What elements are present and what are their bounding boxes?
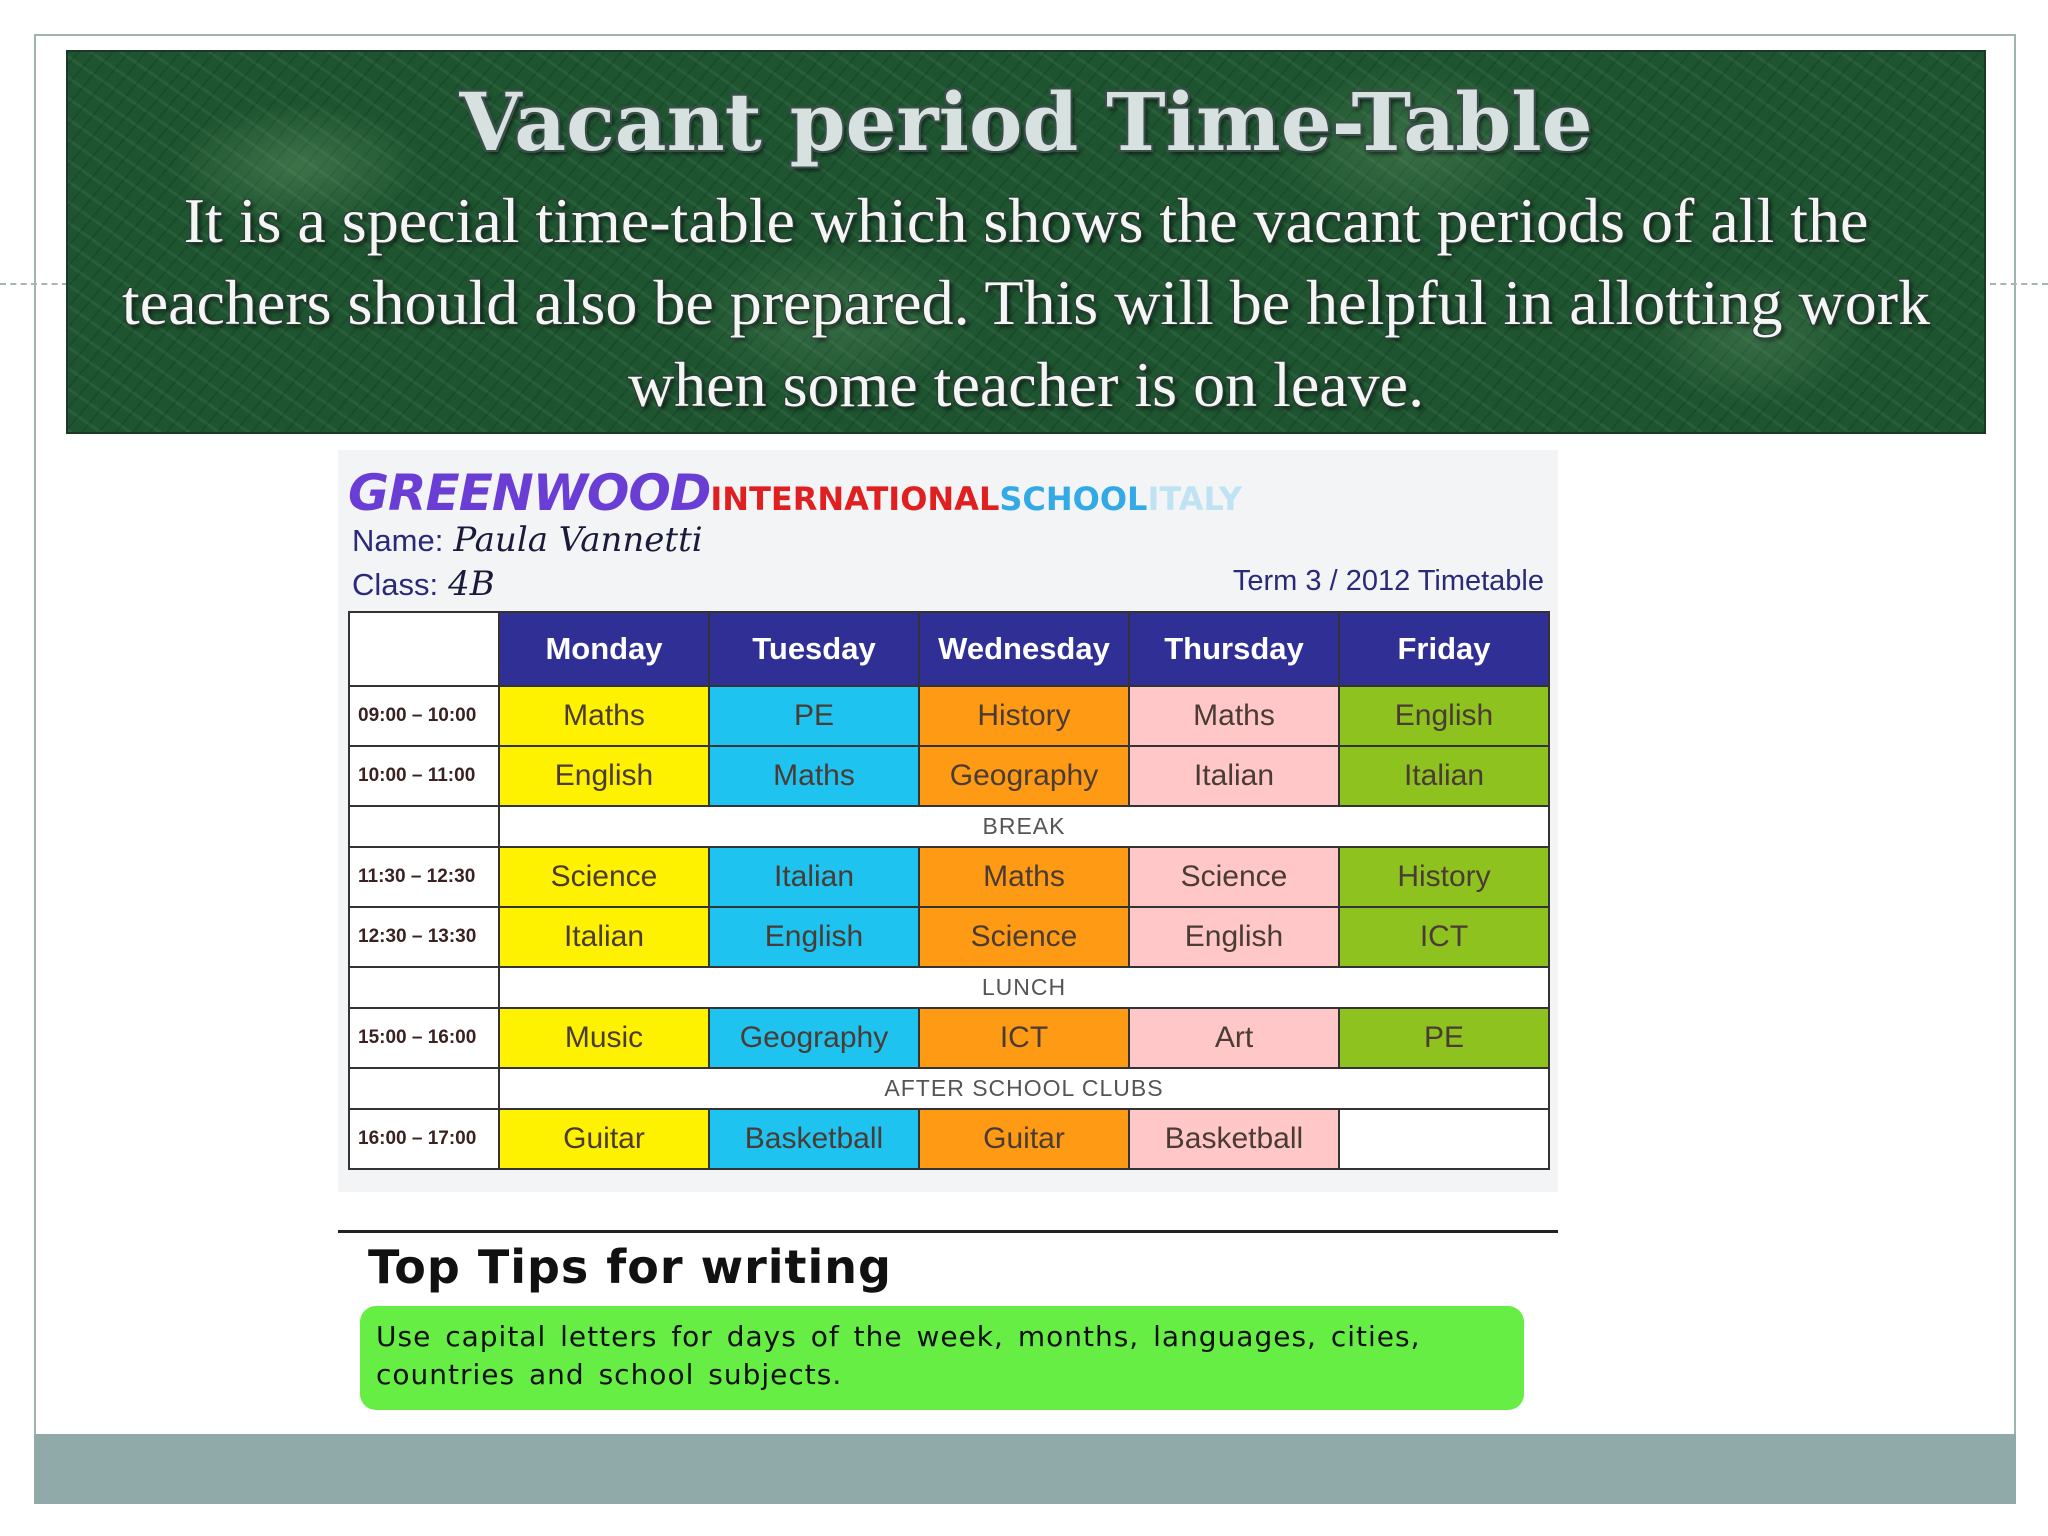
lesson-cell: Italian (1129, 746, 1339, 806)
lesson-cell: Guitar (499, 1109, 709, 1169)
lesson-cell: History (1339, 847, 1549, 907)
day-header: Friday (1339, 612, 1549, 686)
name-value: Paula Vannetti (453, 520, 703, 560)
time-slot: 16:00 – 17:00 (349, 1109, 499, 1169)
lesson-cell: Geography (919, 746, 1129, 806)
divider-left (0, 283, 68, 285)
lesson-cell: Geography (709, 1008, 919, 1068)
separator-row (349, 806, 1549, 847)
lesson-cell: PE (1339, 1008, 1549, 1068)
lesson-cell: English (709, 907, 919, 967)
lesson-cell: PE (709, 686, 919, 746)
lesson-cell: Art (1129, 1008, 1339, 1068)
lesson-cell: Science (499, 847, 709, 907)
tips-heading: Top Tips for writing (368, 1240, 892, 1294)
timetable-grid (348, 611, 1550, 1170)
table-row (349, 1109, 1549, 1169)
lesson-cell: ICT (1339, 907, 1549, 967)
lesson-cell: Basketball (709, 1109, 919, 1169)
lesson-cell: English (1129, 907, 1339, 967)
lesson-cell: Italian (499, 907, 709, 967)
separator-blank (349, 806, 499, 847)
separator-blank (349, 967, 499, 1008)
lesson-cell: English (499, 746, 709, 806)
lesson-cell: Basketball (1129, 1109, 1339, 1169)
lesson-cell: History (919, 686, 1129, 746)
name-label: Name: (352, 523, 444, 558)
time-slot: 11:30 – 12:30 (349, 847, 499, 907)
class-label: Class: (352, 567, 439, 602)
day-header: Thursday (1129, 612, 1339, 686)
table-row (349, 847, 1549, 907)
slide-title: Vacant period Time-Table (459, 75, 1593, 169)
divider-right (1990, 283, 2048, 285)
corner-cell (349, 612, 499, 686)
lesson-cell: Guitar (919, 1109, 1129, 1169)
lesson-cell: English (1339, 686, 1549, 746)
lesson-cell: Italian (709, 847, 919, 907)
student-name-row (352, 520, 703, 560)
table-row (349, 1008, 1549, 1068)
time-slot: 15:00 – 16:00 (349, 1008, 499, 1068)
lesson-cell-empty (1339, 1109, 1549, 1169)
separator-row (349, 967, 1549, 1008)
table-row (349, 686, 1549, 746)
table-row (349, 746, 1549, 806)
lesson-cell: Maths (919, 847, 1129, 907)
day-header: Monday (499, 612, 709, 686)
term-label: Term 3 / 2012 Timetable (1232, 565, 1544, 597)
lesson-cell: Science (1129, 847, 1339, 907)
title-banner (66, 50, 1986, 434)
time-slot: 12:30 – 13:30 (349, 907, 499, 967)
class-value: 4B (448, 564, 495, 604)
timetable-image (338, 450, 1558, 1192)
tips-divider (338, 1230, 1558, 1233)
school-logo (348, 464, 1242, 522)
break-label: BREAK (499, 806, 1549, 847)
lesson-cell: Italian (1339, 746, 1549, 806)
lesson-cell: Science (919, 907, 1129, 967)
logo-greenwood: GREENWOOD (348, 464, 711, 522)
day-header: Tuesday (709, 612, 919, 686)
footer-bar (34, 1434, 2016, 1504)
class-row (352, 564, 495, 604)
day-header: Wednesday (919, 612, 1129, 686)
separator-blank (349, 1068, 499, 1109)
time-slot: 10:00 – 11:00 (349, 746, 499, 806)
lesson-cell: Maths (1129, 686, 1339, 746)
logo-international: INTERNATIONAL (710, 480, 1000, 518)
table-row (349, 907, 1549, 967)
separator-row (349, 1068, 1549, 1109)
logo-italy: ITALY (1147, 480, 1243, 518)
lesson-cell: Music (499, 1008, 709, 1068)
slide-body-text: It is a special time-table which shows the vacant periods of all the teachers should also be prepared. This will be helpful in allotting work when some teacher is on leave. (121, 185, 1931, 420)
clubs-label: AFTER SCHOOL CLUBS (499, 1068, 1549, 1109)
time-slot: 09:00 – 10:00 (349, 686, 499, 746)
lesson-cell: Maths (709, 746, 919, 806)
lesson-cell: ICT (919, 1008, 1129, 1068)
tips-box: Use capital letters for days of the week, months, languages, cities, countries and school subjects. (360, 1306, 1524, 1410)
logo-school: SCHOOL (999, 480, 1148, 518)
lunch-label: LUNCH (499, 967, 1549, 1008)
lesson-cell: Maths (499, 686, 709, 746)
